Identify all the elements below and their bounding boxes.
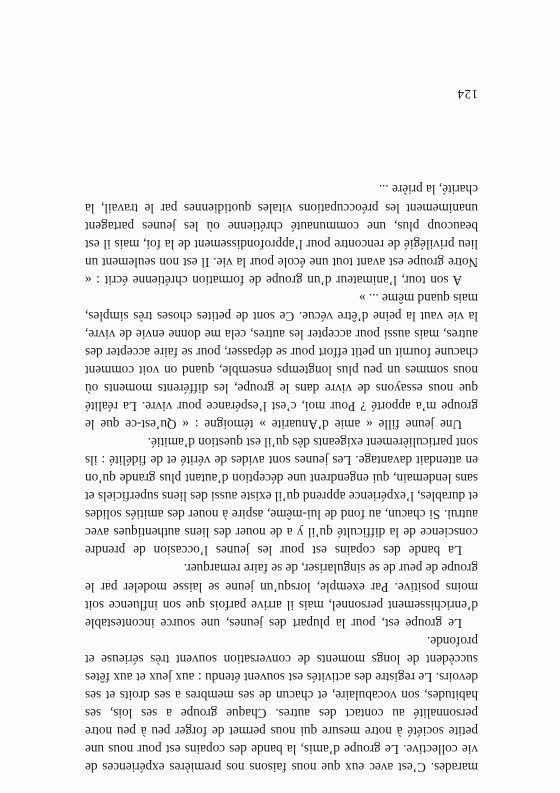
body-text <box>85 180 478 776</box>
paragraph-1: marades. C’est avec eux que nous faisons nos premières expériences de vie collective. Le groupe d’amis, la bande des copains est pour nous une petite société à notre mesure qui nous permet de forger peu à peu notre personnalité au contact des autres. Chaque groupe a ses lois, ses habitudes, son vocabulaire, et chacun de ses membres a ses droits et ses devoirs. Le registre des activités est souvent étendu : aux jeux et aux fêtes succèdent de longs moments de conversation souvent très sérieuse et profonde. <box>85 633 478 775</box>
paragraph-2: Le groupe est, pour la plupart des jeunes, une source incontestable d’enrichissement personnel, mais il arrive parfois que son influence soit moins positive. Par exemple, lorsqu’un jeune se laisse modeler par le groupe de peur de se singulariser, de se faire remarquer. <box>85 561 478 631</box>
paragraph-4: Une jeune fille « amie d’Anuarite » témoigne : « Qu’est-ce que le groupe m’a apporté ? Pour moi, c’est l’espérance pour vivre. La réalité que nous essayons de vivre dans le groupe, les différents moments où nous sommes un peu plus longtemps ensemble, quand on voit comment chacune fournit un petit effort pour se dépasser, pour se faire accepter des autres, mais aussi pour accepter les autres, cela me donne envie de vivre, la vie vaut la peine d’être vécue. Ce sont de petites choses très simples, mais quand même ... » <box>85 290 478 433</box>
paragraph-3: La bande des copains est pour les jeunes l’occasion de prendre conscience de la difficulté qu’il y a de nouer des liens authentiques avec autrui. Si chacun, au fond de lui-même, aspire à nouer des amitiés solides et durables, l’expérience apprend qu’il existe aussi des liens superficiels et sans lendemain, qui engendrent une déception d’autant plus grande qu’on en attendait davantage. Les jeunes sont avides de vérité et de fidélité : ils sont particulièrement exigeants dès qu’il est question d’amitié. <box>85 435 478 559</box>
paragraph-5: A son tour, l’animateur d’un groupe de formation chrétienne écrit : « Notre groupe est avant tout une école pour la vie. Il est non seulement un lieu privilégié de rencontre pour l’approfondissement de la foi, mais il est beaucoup plus, une communauté chrétienne où les jeunes partagent unanimement les préoccupations vitales quotidiennes par le travail, la charité, la prière ... <box>85 182 478 288</box>
page-number: 124 <box>457 87 478 102</box>
